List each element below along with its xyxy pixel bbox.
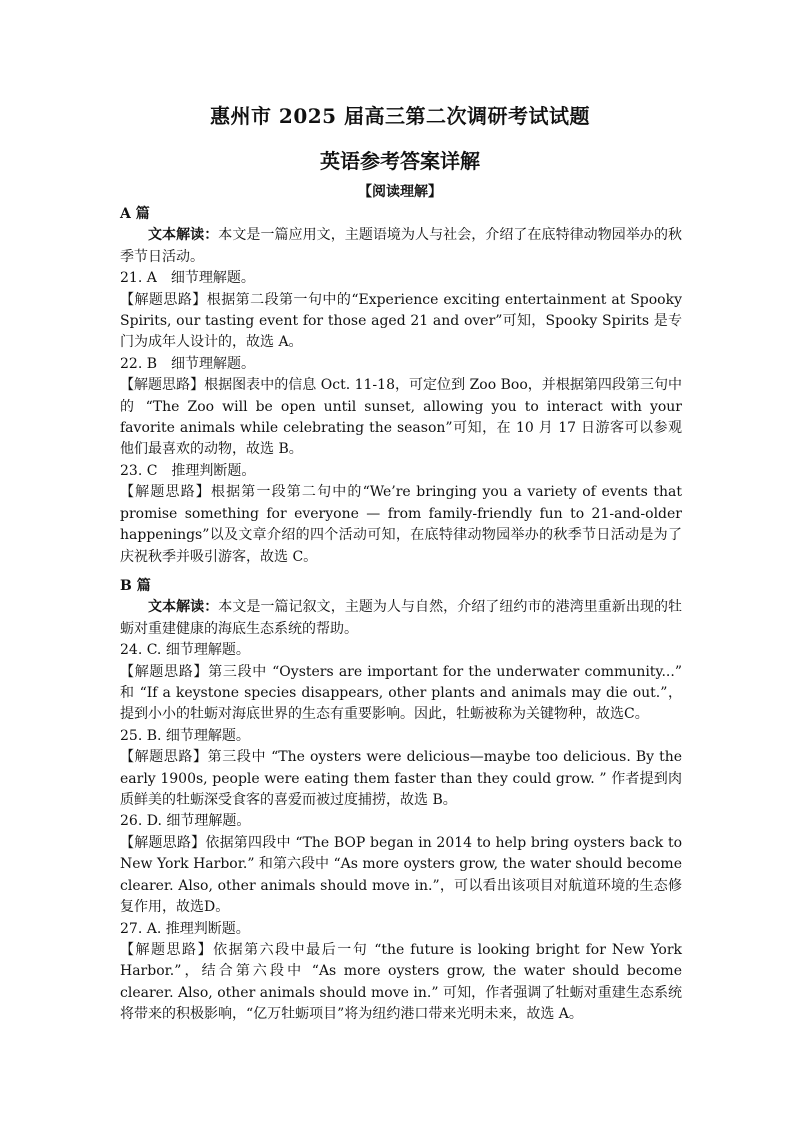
section-a-intro [120, 225, 682, 268]
explanation-label: 【解题思路】 [120, 663, 209, 680]
question-explanation [120, 940, 682, 1026]
explanation-label: 【解题思路】 [120, 749, 208, 766]
explanation-text: 根据图表中的信息 Oct. 11-18，可定位到 Zoo Boo，并根据第四段第三句中的 “The Zoo will be open until sunset, allowing you to interact with your favorite animals while celebrating the season”可知，在 10 月 17 日游客可以参观他们最喜欢的动物，故选 B。 [120, 377, 682, 458]
section-b-intro [120, 597, 682, 640]
explanation-text: 依据第四段中 “The BOP began in 2014 to help bring oysters back to New York Harbor.” 和第六段中 “As more oysters grow, the water should become clearer. Also, other animals should move in.”，可以看出该项目对航道环境的生态修复作用，故选D。 [120, 834, 682, 916]
question-explanation [120, 662, 682, 726]
section-a [120, 204, 682, 568]
intro-label: 文本解读： [148, 227, 219, 244]
explanation-text: 第三段中 “The oysters were delicious—maybe too delicious. By the early 1900s, people were eating them faster than they could grow. ” 作者提到肉质鲜美的牡蛎深受食客的喜爱而被过度捕捞，故选 B。 [120, 749, 683, 809]
explanation-label: 【解题思路】 [120, 484, 211, 501]
question-explanation [120, 833, 682, 919]
question-head: 24. C. 细节理解题。 [120, 642, 250, 659]
explanation-text: 根据第二段第一句中的“Experience exciting entertainment at Spooky Spirits, our tasting event for those aged 21 and over”可知，Spooky Spirits 是专门为成年人设计的，故选 A。 [120, 291, 682, 351]
explanation-text: 根据第一段第二句中的“We’re bringing you a variety of events that promise something for everyone — from family-friendly fun to 21-and-older happenings”以及文章介绍的四个活动可知，在底特律动物园举办的秋季节日活动是为了庆祝秋季并吸引游客，故选 C。 [120, 484, 682, 565]
section-a-heading: A 篇 [120, 206, 150, 222]
explanation-label: 【解题思路】 [120, 941, 214, 958]
intro-text: 本文是一篇记叙文，主题为人与自然，介绍了纽约市的港湾里重新出现的牡蛎对重建健康的海底生态系统的帮助。 [120, 599, 683, 637]
section-b-heading: B 篇 [120, 578, 151, 594]
question-head: 21. A 细节理解题。 [120, 270, 255, 287]
explanation-text: 第三段中 “Oysters are important for the underwater community...” 和 “If a keystone species disappears, other plants and animals may die out.”，提到小小的牡蛎对海底世界的生态有重要影响。因此，牡蛎被称为关键物种，故选C。 [120, 663, 682, 723]
question-head: 27. A. 推理判断题。 [120, 920, 250, 937]
document-title: 惠州市 2025 届高三第二次调研考试试题 [209, 104, 591, 128]
question-head: 22. B 细节理解题。 [120, 355, 256, 372]
question-explanation [120, 747, 682, 811]
question-head: 25. B. 细节理解题。 [120, 727, 250, 744]
intro-text: 本文是一篇应用文，主题语境为人与社会，介绍了在底特律动物园举办的秋季节日活动。 [120, 227, 683, 265]
question-explanation [120, 375, 682, 461]
explanation-text: 依据第六段中最后一句 “the future is looking bright for New York Harbor.”，结合第六段中 “As more oysters grow, the water should become clearer. Also, other animals should move in.” 可知，作者强调了牡蛎对重建生态系统将带来的积极影响，“亿万牡蛎项目”将为纽约港口带来光明未来，故选 A。 [120, 941, 682, 1023]
document-subtitle: 英语参考答案详解 [320, 149, 480, 173]
explanation-label: 【解题思路】 [120, 291, 207, 308]
part-heading: 【阅读理解】 [358, 184, 442, 200]
section-b [120, 576, 682, 1026]
explanation-label: 【解题思路】 [120, 834, 206, 851]
question-explanation [120, 482, 682, 568]
intro-label: 文本解读： [148, 599, 219, 616]
question-head: 26. D. 细节理解题。 [120, 813, 251, 830]
question-explanation [120, 290, 682, 354]
explanation-label: 【解题思路】 [120, 377, 205, 394]
question-head: 23. C 推理判断题。 [120, 462, 256, 479]
